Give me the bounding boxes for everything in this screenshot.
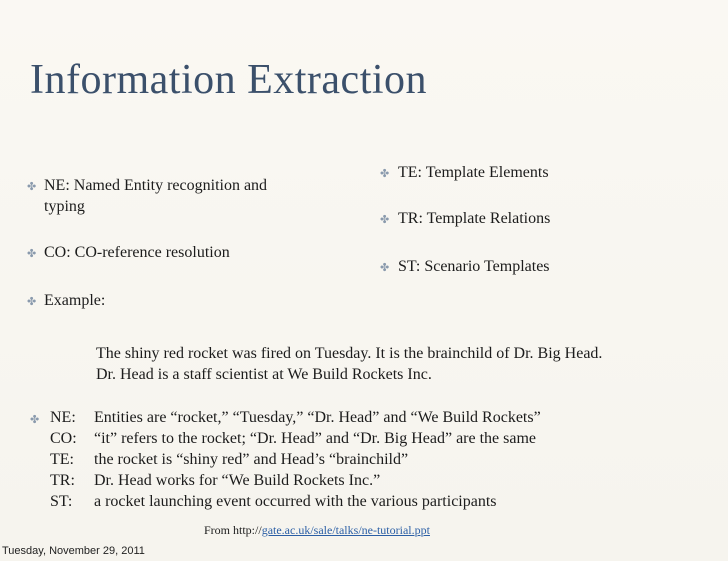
extraction-key: ST: — [50, 493, 73, 510]
extraction-key: CO: — [50, 430, 77, 447]
bullet-marker-icon: ✤ — [30, 414, 40, 426]
bullet-marker-icon: ✤ — [27, 248, 37, 260]
extraction-value: “it” refers to the rocket; “Dr. Head” and “Dr. Big Head” are the same — [94, 430, 537, 447]
extraction-value: Entities are “rocket,” “Tuesday,” “Dr. Head” and “We Build Rockets” — [94, 409, 541, 426]
bullet-ne: NE: Named Entity recognition and — [44, 177, 268, 194]
extraction-value: Dr. Head works for “We Build Rockets Inc.” — [94, 472, 381, 489]
bullet-marker-icon: ✤ — [27, 296, 37, 308]
bullet-tr: TR: Template Relations — [398, 210, 551, 227]
extraction-value: a rocket launching event occurred with the various participants — [94, 493, 497, 510]
extraction-key: TE: — [50, 451, 74, 468]
source-link[interactable]: gate.ac.uk/sale/talks/ne-tutorial.ppt — [261, 523, 430, 537]
bullet-marker-icon: ✤ — [27, 181, 37, 193]
source-citation — [204, 523, 430, 538]
extraction-key: NE: — [50, 409, 76, 426]
bullet-ne-continued: typing — [44, 198, 85, 215]
bullet-st: ST: Scenario Templates — [398, 258, 550, 275]
example-line-1: The shiny red rocket was fired on Tuesday. It is the brainchild of Dr. Big Head. — [96, 345, 603, 362]
extraction-key: TR: — [50, 472, 75, 489]
bullet-marker-icon: ✤ — [380, 168, 390, 180]
bullet-te: TE: Template Elements — [398, 164, 549, 181]
source-prefix: From http:// — [204, 523, 262, 537]
bullet-example: Example: — [44, 292, 106, 309]
bullet-marker-icon: ✤ — [380, 262, 390, 274]
slide-title: Information Extraction — [30, 57, 428, 103]
extraction-value: the rocket is “shiny red” and Head’s “brainchild” — [94, 451, 409, 468]
example-line-2: Dr. Head is a staff scientist at We Build Rockets Inc. — [96, 366, 432, 383]
bullet-co: CO: CO-reference resolution — [44, 244, 230, 261]
footer-date: Tuesday, November 29, 2011 — [2, 545, 145, 557]
bullet-marker-icon: ✤ — [380, 214, 390, 226]
